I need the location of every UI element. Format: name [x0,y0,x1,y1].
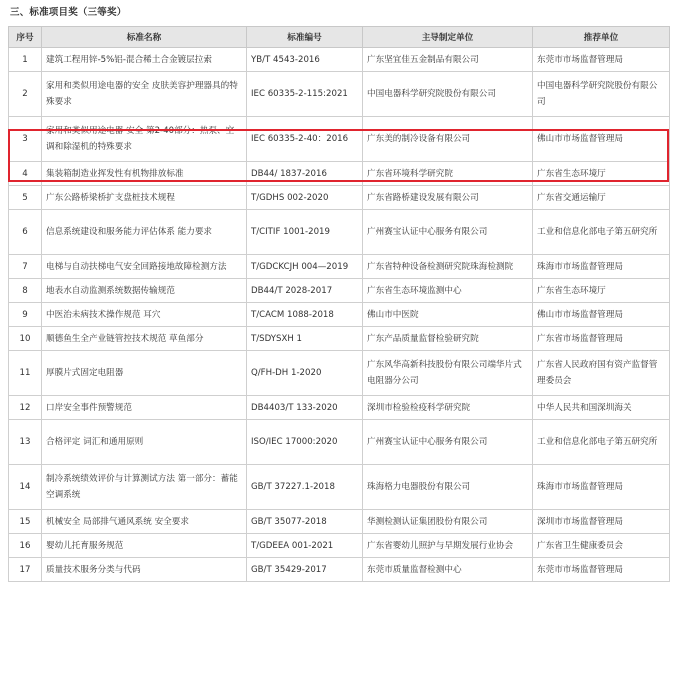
award-table [8,26,670,582]
cell-recommender: 佛山市市场监督管理局 [533,117,670,162]
cell-no: 8 [9,279,42,303]
cell-recommender: 东莞市市场监督管理局 [533,48,670,72]
cell-code: T/GDHS 002-2020 [247,186,363,210]
section-title: 三、标准项目奖（三等奖） [10,7,127,18]
cell-unit: 华测检测认证集团股份有限公司 [363,510,533,534]
table-header-row [9,27,670,48]
cell-code: GB/T 35429-2017 [247,558,363,582]
cell-recommender: 广东省生态环境厅 [533,162,670,186]
cell-unit: 广东美的制冷设备有限公司 [363,117,533,162]
cell-code: T/SDYSXH 1 [247,327,363,351]
cell-name: 中医治未病技术操作规范 耳穴 [42,303,247,327]
cell-no: 15 [9,510,42,534]
cell-code: GB/T 37227.1-2018 [247,465,363,510]
cell-name: 质量技术服务分类与代码 [42,558,247,582]
cell-name: 婴幼儿托育服务规范 [42,534,247,558]
cell-unit: 广州赛宝认证中心服务有限公司 [363,210,533,255]
header-code: 标准编号 [247,27,363,48]
cell-recommender: 工业和信息化部电子第五研究所 [533,420,670,465]
cell-name: 家用和类似用途电器的安全 皮肤美容护理器具的特殊要求 [42,72,247,117]
cell-name: 口岸安全事件预警规范 [42,396,247,420]
table-row [9,186,670,210]
cell-name: 电梯与自动扶梯电气安全回路接地故障检测方法 [42,255,247,279]
cell-name: 家用和类似用途电器 安全 第2-40部分：热泵、空调和除湿机的特殊要求 [42,117,247,162]
cell-unit: 中国电器科学研究院股份有限公司 [363,72,533,117]
cell-code: DB4403/T 133-2020 [247,396,363,420]
cell-no: 17 [9,558,42,582]
table-row [9,327,670,351]
cell-unit: 广东风华高新科技股份有限公司端华片式电阻器分公司 [363,351,533,396]
cell-no: 2 [9,72,42,117]
cell-no: 14 [9,465,42,510]
cell-code: ISO/IEC 17000:2020 [247,420,363,465]
cell-unit: 广东产品质量监督检验研究院 [363,327,533,351]
header-recommender: 推荐单位 [533,27,670,48]
cell-recommender: 广东省卫生健康委员会 [533,534,670,558]
cell-no: 16 [9,534,42,558]
table-row [9,465,670,510]
cell-name: 广东公路桥梁桥扩支盘桩技术规程 [42,186,247,210]
cell-unit: 广东省婴幼儿照护与早期发展行业协会 [363,534,533,558]
cell-recommender: 广东省生态环境厅 [533,279,670,303]
cell-unit: 广东坚宜佳五金制品有限公司 [363,48,533,72]
cell-unit: 广州赛宝认证中心服务有限公司 [363,420,533,465]
header-name: 标准名称 [42,27,247,48]
header-no: 序号 [9,27,42,48]
cell-recommender: 深圳市市场监督管理局 [533,510,670,534]
table-row [9,210,670,255]
cell-no: 5 [9,186,42,210]
cell-name: 地表水自动监测系统数据传输规范 [42,279,247,303]
cell-no: 12 [9,396,42,420]
table-row [9,420,670,465]
cell-name: 集装箱制造业挥发性有机物排放标准 [42,162,247,186]
cell-name: 制冷系统绩效评价与计算测试方法 第一部分：蓄能空调系统 [42,465,247,510]
cell-no: 9 [9,303,42,327]
cell-code: T/CACM 1088-2018 [247,303,363,327]
cell-no: 1 [9,48,42,72]
table-row [9,255,670,279]
cell-code: DB44/T 2028-2017 [247,279,363,303]
table-row [9,510,670,534]
cell-code: DB44/ 1837-2016 [247,162,363,186]
cell-name: 信息系统建设和服务能力评估体系 能力要求 [42,210,247,255]
cell-unit: 珠海格力电器股份有限公司 [363,465,533,510]
cell-unit: 广东省路桥建设发展有限公司 [363,186,533,210]
cell-recommender: 中华人民共和国深圳海关 [533,396,670,420]
cell-recommender: 东莞市市场监督管理局 [533,558,670,582]
cell-recommender: 工业和信息化部电子第五研究所 [533,210,670,255]
cell-code: GB/T 35077-2018 [247,510,363,534]
cell-recommender: 广东省交通运输厅 [533,186,670,210]
cell-recommender: 中国电器科学研究院股份有限公司 [533,72,670,117]
cell-code: T/GDCKCJH 004—2019 [247,255,363,279]
table-row [9,534,670,558]
cell-no: 3 [9,117,42,162]
cell-unit: 广东省环境科学研究院 [363,162,533,186]
table-row [9,396,670,420]
table-row [9,72,670,117]
cell-code: YB/T 4543-2016 [247,48,363,72]
table-row [9,279,670,303]
table-row [9,558,670,582]
cell-no: 7 [9,255,42,279]
cell-unit: 广东省生态环境监测中心 [363,279,533,303]
table-row-highlighted [9,117,670,162]
cell-name: 建筑工程用锌-5%铝-混合稀土合金镀层拉索 [42,48,247,72]
table-row [9,303,670,327]
cell-unit: 深圳市检验检疫科学研究院 [363,396,533,420]
cell-name: 合格评定 词汇和通用原则 [42,420,247,465]
cell-recommender: 广东省人民政府国有资产监督管理委员会 [533,351,670,396]
header-unit: 主导制定单位 [363,27,533,48]
cell-recommender: 广东省市场监督管理局 [533,327,670,351]
cell-code: T/GDEEA 001-2021 [247,534,363,558]
cell-code: Q/FH-DH 1-2020 [247,351,363,396]
cell-recommender: 佛山市市场监督管理局 [533,303,670,327]
cell-recommender: 珠海市市场监督管理局 [533,465,670,510]
cell-unit: 广东省特种设备检测研究院珠海检测院 [363,255,533,279]
cell-no: 11 [9,351,42,396]
cell-unit: 佛山市中医院 [363,303,533,327]
cell-no: 4 [9,162,42,186]
cell-name: 厚膜片式固定电阻器 [42,351,247,396]
cell-no: 10 [9,327,42,351]
cell-name: 顺德鱼生全产业链管控技术规范 草鱼部分 [42,327,247,351]
table-row [9,351,670,396]
cell-code: IEC 60335-2-40：2016 [247,117,363,162]
cell-recommender: 珠海市市场监督管理局 [533,255,670,279]
cell-code: IEC 60335-2-115:2021 [247,72,363,117]
cell-no: 6 [9,210,42,255]
cell-code: T/CITIF 1001-2019 [247,210,363,255]
table-row [9,48,670,72]
cell-unit: 东莞市质量监督检测中心 [363,558,533,582]
cell-name: 机械安全 局部排气通风系统 安全要求 [42,510,247,534]
cell-no: 13 [9,420,42,465]
table-row [9,162,670,186]
